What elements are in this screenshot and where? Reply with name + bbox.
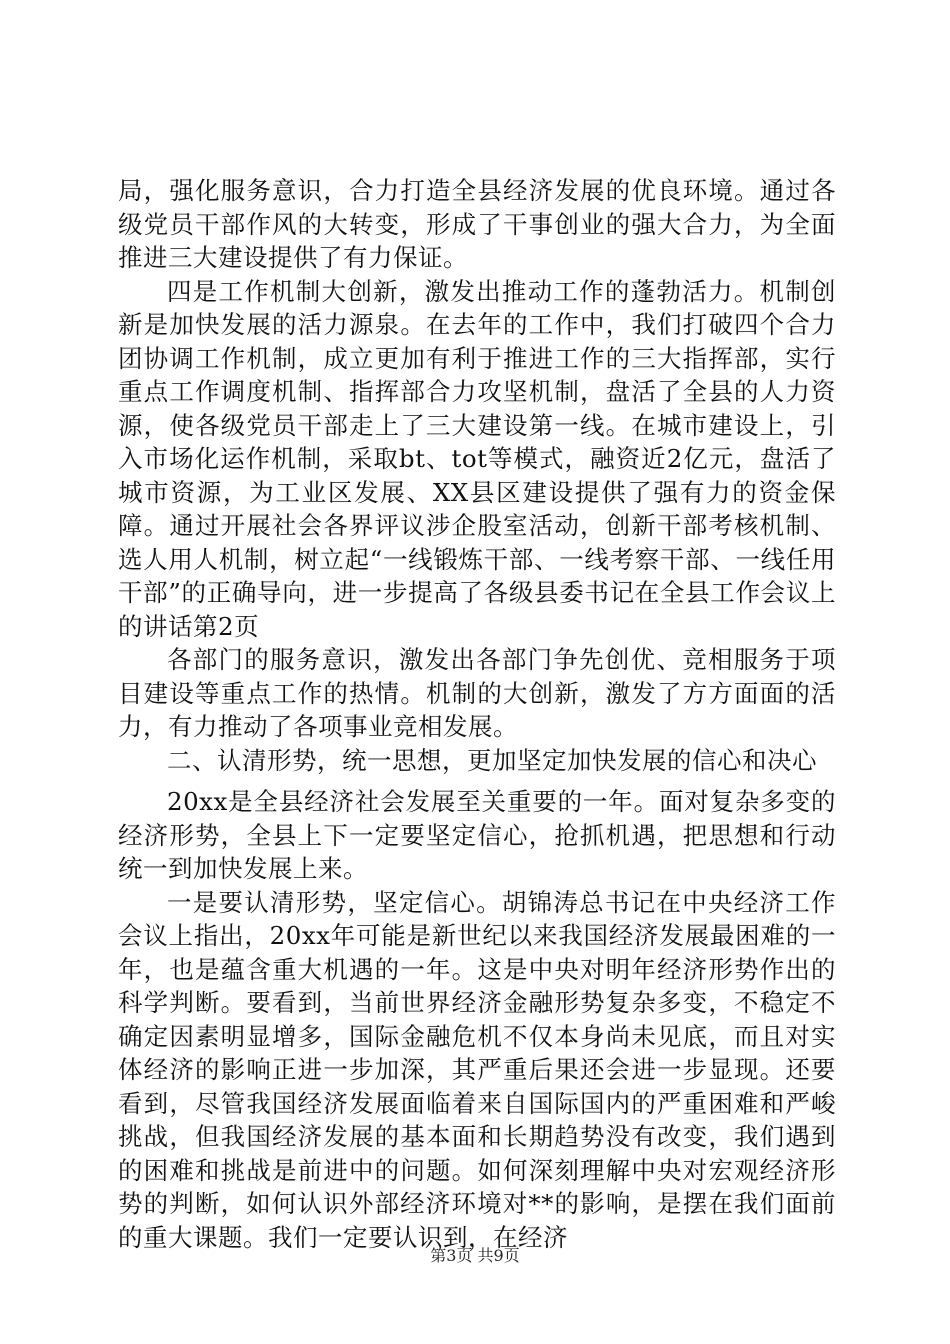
document-body xyxy=(118,174,836,1254)
paragraph-continuation: 局，强化服务意识，合力打造全县经济发展的优良环境。通过各级党员干部作风的大转变，形成了干事创业的强大合力，为全面推进三大建设提供了有力保证。 xyxy=(118,176,836,272)
paragraph-mechanism-innovation: 四是工作机制大创新，激发出推动工作的蓬勃活力。机制创新是加快发展的活力源泉。在去年的工作中，我们打破四个合力团协调工作机制，成立更加有利于推进工作的三大指挥部，实行重点工作调度机制、指挥部合力攻坚机制，盘活了全县的人力资源，使各级党员干部走上了三大建设第一线。在城市建设上，引入市场化运作机制，采取bt、tot等模式，融资近2亿元，盘活了城市资源，为工业区发展、XX县区建设提供了强有力的资金保障。通过开展社会各界评议涉企股室活动，创新干部考核机制、选人用人机制，树立起“一线锻炼干部、一线考察干部、一线任用干部”的正确导向，进一步提高了各级县委书记在全县工作会议上的讲话第2页 xyxy=(118,276,836,641)
section-heading-situation: 二、认清形势，统一思想，更加坚定加快发展的信心和决心 xyxy=(167,745,817,775)
paragraph-key-year: 20xx是全县经济社会发展至关重要的一年。面对复杂多变的经济形势，全县上下一定要坚定信心，抢抓机遇，把思想和行动统一到加快发展上来。 xyxy=(118,787,836,883)
paragraph-service-awareness: 各部门的服务意识，激发出各部门争先创优、竞相服务于项目建设等重点工作的热情。机制的大创新，激发了方方面面的活力，有力推动了各项事业竞相发展。 xyxy=(118,645,836,741)
page-footer: 第3页 共9页 xyxy=(430,1246,520,1265)
paragraph-recognize-situation: 一是要认清形势，坚定信心。胡锦涛总书记在中央经济工作会议上指出，20xx年可能是新世纪以来我国经济发展最困难的一年，也是蕴含重大机遇的一年。这是中央对明年经济形势作出的科学判断。要看到，当前世界经济金融形势复杂多变，不稳定不确定因素明显增多，国际金融危机不仅本身尚未见底，而且对实体经济的影响正进一步加深，其严重后果还会进一步显现。还要看到，尽管我国经济发展面临着来自国际国内的严重困难和严峻挑战，但我国经济发展的基本面和长期趋势没有改变，我们遇到的困难和挑战是前进中的问题。如何深刻理解中央对宏观经济形势的判断，如何认识外部经济环境对**的影响，是摆在我们面前的重大课题。我们一定要认识到，在经济 xyxy=(118,887,836,1252)
